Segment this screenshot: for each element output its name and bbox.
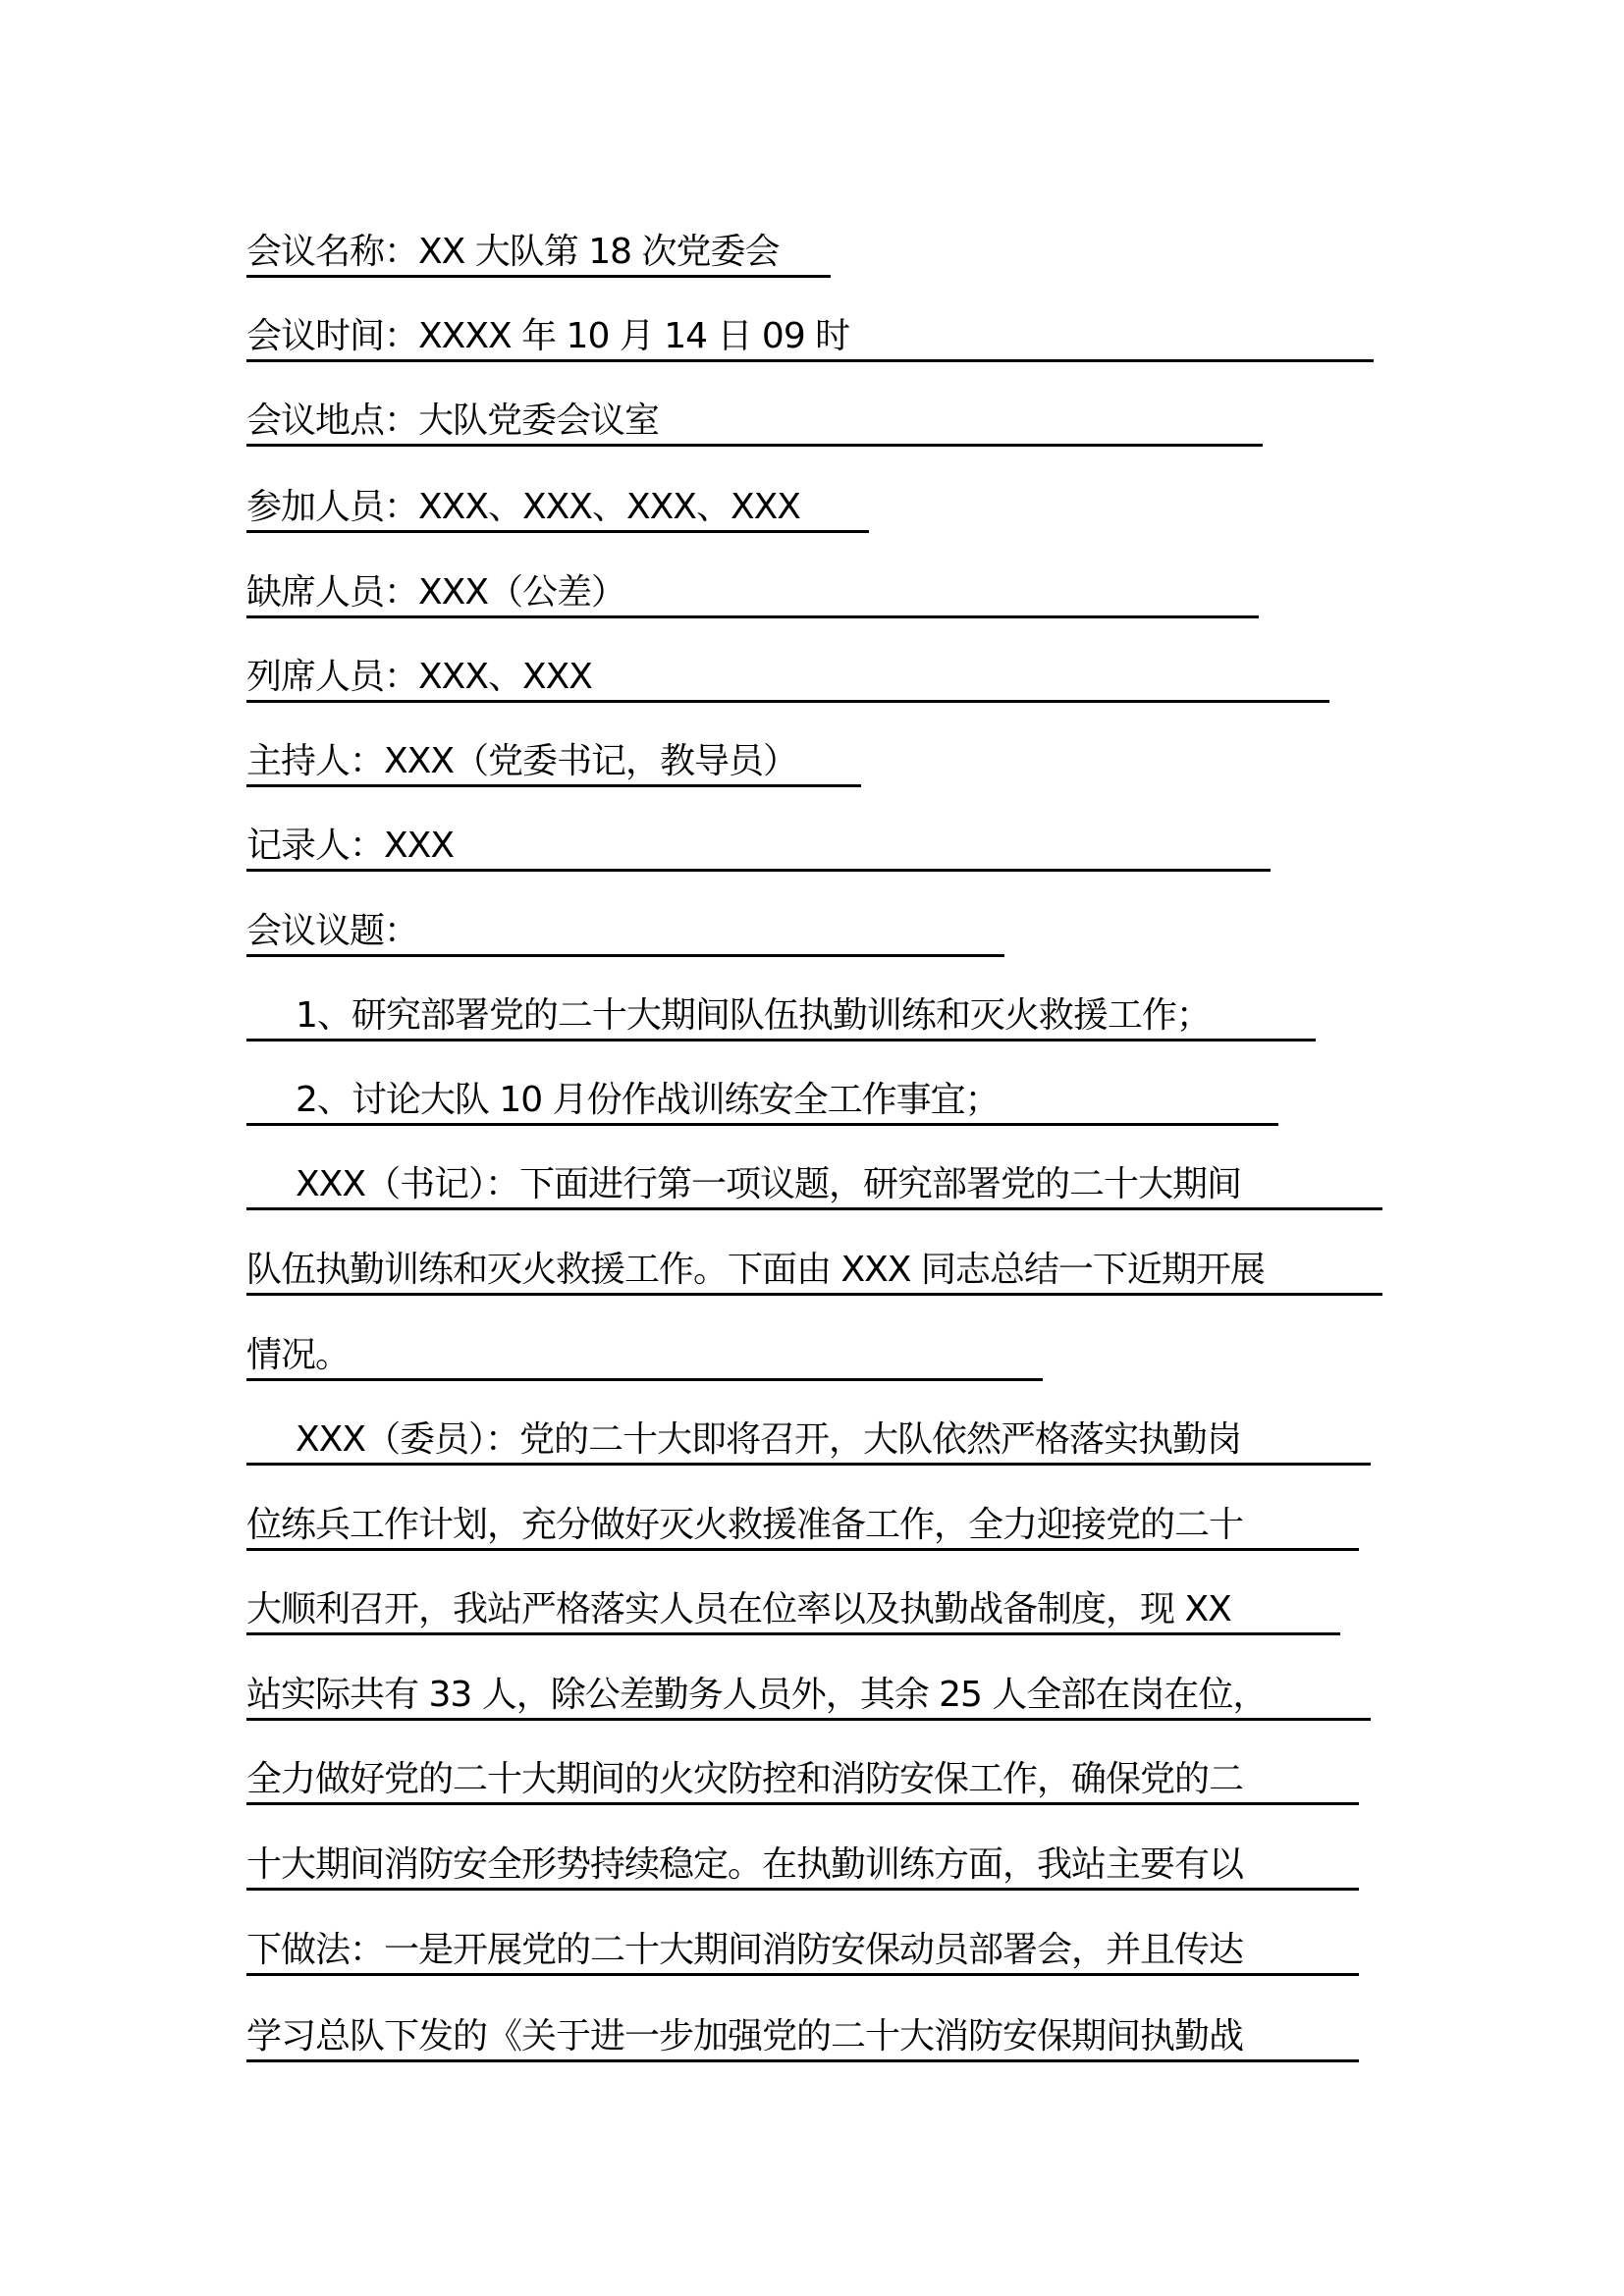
meeting-location: 会议地点：大队党委会议室 [246, 400, 660, 441]
member-speech-line-6 [246, 1842, 1359, 1891]
secretary-speech-line-3 [246, 1332, 1043, 1381]
member-speech-line-8 [246, 2013, 1359, 2062]
member-speech-line-7 [246, 1927, 1359, 1976]
recorder: 记录人：XXX [246, 826, 454, 866]
member-speech-text-7: 下做法：一是开展党的二十大期间消防安保动员部署会，并且传达 [246, 1930, 1244, 1970]
member-speech-text-1: XXX（委员）：党的二十大即将召开，大队依然严格落实执勤岗 [296, 1419, 1241, 1460]
attendees: 参加人员：XXX、XXX、XXX、XXX [246, 487, 800, 527]
member-speech-text-5: 全力做好党的二十大期间的火灾防控和消防安保工作，确保党的二 [246, 1759, 1244, 1799]
agenda-heading: 会议议题： [246, 911, 419, 951]
host-line [246, 738, 861, 787]
member-speech-line-5 [246, 1756, 1359, 1805]
host: 主持人：XXX（党委书记，教导员） [246, 741, 797, 781]
member-speech-text-6: 十大期间消防安全形势持续稳定。在执勤训练方面，我站主要有以 [246, 1844, 1244, 1885]
meeting-name: 会议名称：XX 大队第 18 次党委会 [246, 232, 780, 272]
observers: 列席人员：XXX、XXX [246, 657, 592, 697]
meeting-time: 会议时间：XXXX 年 10 月 14 日 09 时 [246, 316, 850, 356]
meeting-time-line [246, 313, 1374, 362]
member-speech-text-4: 站实际共有 33 人，除公差勤务人员外，其余 25 人全部在岗在位， [246, 1675, 1268, 1715]
member-speech-text-2: 位练兵工作计划，充分做好灭火救援准备工作，全力迎接党的二十 [246, 1505, 1244, 1545]
agenda-item-2 [246, 1077, 1278, 1126]
agenda-item-1 [246, 992, 1316, 1041]
observers-line [246, 654, 1329, 703]
meeting-name-line [246, 229, 831, 278]
absentees: 缺席人员：XXX（公差） [246, 572, 625, 613]
member-speech-line-2 [246, 1502, 1359, 1551]
attendees-line [246, 484, 869, 533]
secretary-speech-text-2: 队伍执勤训练和灭火救援工作。下面由 XXX 同志总结一下近期开展 [246, 1250, 1265, 1290]
meeting-location-line [246, 398, 1263, 447]
agenda-item-1-text: 1、研究部署党的二十大期间队伍执勤训练和灭火救援工作； [296, 995, 1211, 1036]
recorder-line [246, 823, 1271, 872]
member-speech-line-1 [246, 1416, 1371, 1466]
secretary-speech-text-3: 情况。 [246, 1335, 351, 1375]
member-speech-text-3: 大顺利召开，我站严格落实人员在位率以及执勤战备制度，现 XX [246, 1589, 1231, 1629]
secretary-speech-line-2 [246, 1247, 1382, 1296]
secretary-speech-text-1: XXX（书记）：下面进行第一项议题，研究部署党的二十大期间 [296, 1164, 1241, 1204]
agenda-heading-line [246, 908, 1004, 957]
secretary-speech-line-1 [246, 1161, 1382, 1210]
member-speech-text-8: 学习总队下发的《关于进一步加强党的二十大消防安保期间执勤战 [246, 2016, 1244, 2056]
member-speech-line-4 [246, 1672, 1371, 1721]
agenda-item-2-text: 2、讨论大队 10 月份作战训练安全工作事宜； [296, 1080, 1000, 1120]
absentees-line [246, 569, 1259, 618]
member-speech-line-3 [246, 1586, 1340, 1635]
